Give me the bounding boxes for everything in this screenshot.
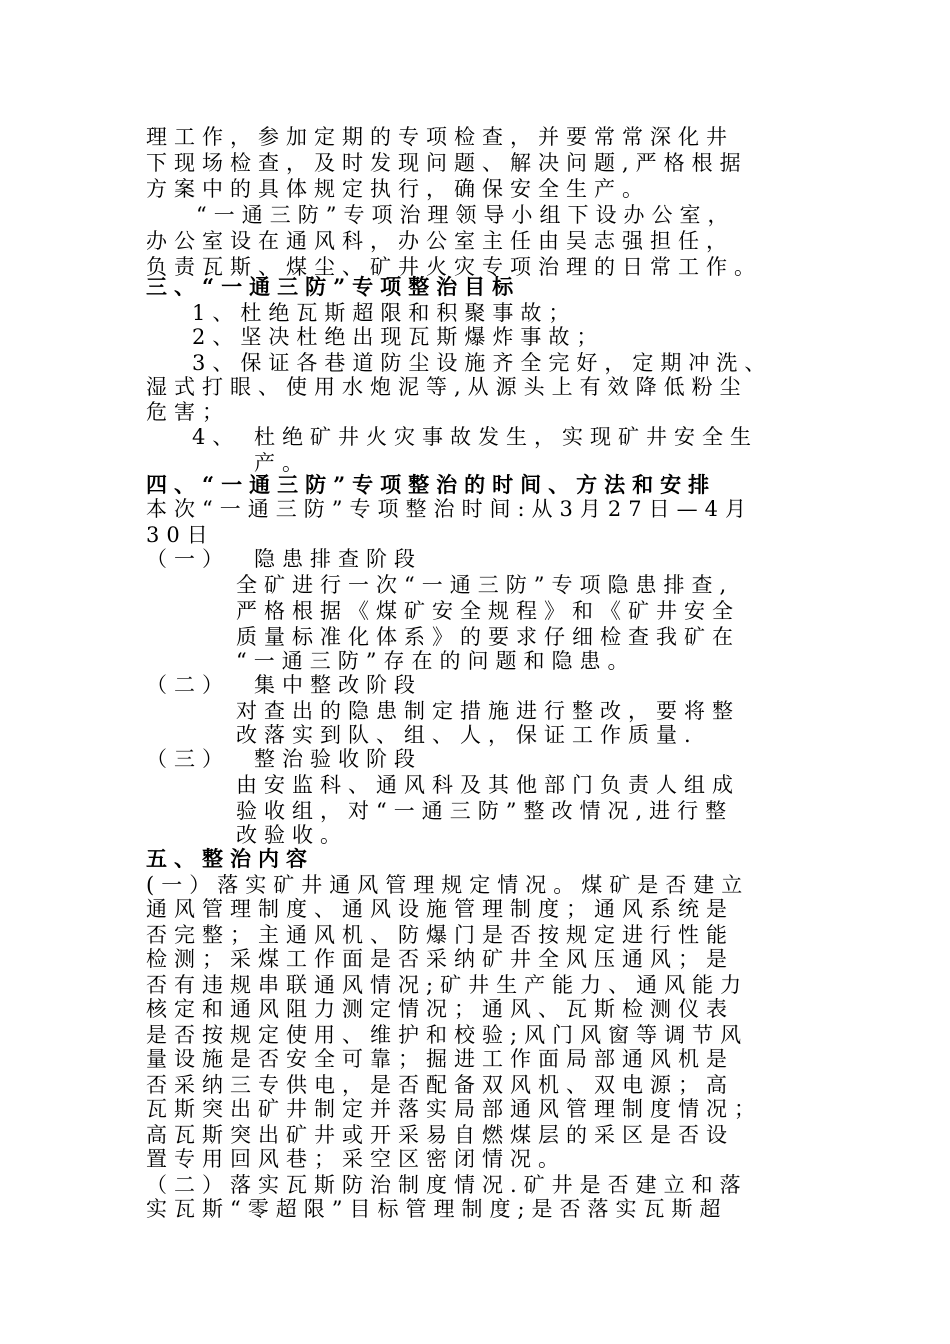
body-text-line: 办公室设在通风科，办公室主任由吴志强担任， [146,229,734,253]
section-heading: 五、整治内容 [146,846,314,871]
subsection-heading: 集中整改阶段 [254,673,422,697]
body-text-line: 瓦斯突出矿井制定并落实局部通风管理制度情况； [146,1097,762,1121]
subsection-number: （一） [146,547,230,571]
body-text-line: 改落实到队、组、人，保证工作质量. [236,723,698,747]
section-heading: 三、“一通三防”专项整治目标 [146,274,521,299]
body-text-line: 核定和通风阻力测定情况；通风、瓦斯检测仪表 [146,997,734,1021]
body-text-line: （二）落实瓦斯防治制度情况.矿井是否建立和落 [146,1173,748,1197]
subsection-number: （二） [146,673,230,697]
body-text-line: 严格根据《煤矿安全规程》和《矿井安全 [236,599,740,623]
body-text-line: 负责瓦斯、煤尘、矿井火灾专项治理的日常工作。 [146,255,762,279]
body-text-line: 本次“一通三防”专项整治时间:从3月27日—4月 [146,497,753,521]
body-text-line: 方案中的具体规定执行，确保安全生产。 [146,177,650,201]
body-text-line: 危害； [146,400,230,424]
list-item: 3、保证各巷道防尘设施齐全完好，定期冲洗、 [192,351,773,375]
subsection-number: （三） [146,747,230,771]
subsection-heading: 整治验收阶段 [254,747,422,771]
section-heading: 四、“一通三防”专项整治的时间、方法和安排 [146,472,717,497]
list-item: 杜绝矿井火灾事故发生，实现矿井安全生 [254,425,758,449]
body-text-line: 否有违规串联通风情况;矿井生产能力、通风能力 [146,973,749,997]
body-text-line: 质量标准化体系》的要求仔细检查我矿在 [236,625,740,649]
body-text-line: 是否按规定使用、维护和校验;风门风窗等调节风 [146,1023,749,1047]
body-text-line: 高瓦斯突出矿井或开采易自燃煤层的采区是否设 [146,1123,734,1147]
body-text-line: 实瓦斯“零超限”目标管理制度;是否落实瓦斯超 [146,1197,728,1221]
body-text-line: 检测；采煤工作面是否采纳矿井全风压通风；是 [146,947,734,971]
body-text-line: 改验收。 [236,823,348,847]
body-text-line: 否完整；主通风机、防爆门是否按规定进行性能 [146,923,734,947]
body-text-line: 30日 [146,523,215,547]
body-text-line: “一通三防”专项治理领导小组下设办公室， [196,203,736,227]
subsection-heading: 隐患排查阶段 [254,547,422,571]
list-item: 产。 [254,451,310,475]
list-item: 2、坚决杜绝出现瓦斯爆炸事故； [192,325,605,349]
body-text-line: 下现场检查，及时发现问题、解决问题,严格根据 [146,151,748,175]
body-text-line: 验收组，对“一通三防”整改情况,进行整 [236,799,734,823]
body-text-line: 全矿进行一次“一通三防”专项隐患排查, [236,573,734,597]
body-text-line: 置专用回风巷；采空区密闭情况。 [146,1147,566,1171]
body-text-line: 量设施是否安全可靠；掘进工作面局部通风机是 [146,1047,734,1071]
body-text-line: (一）落实矿井通风管理规定情况。煤矿是否建立 [146,873,750,897]
list-item: 1、杜绝瓦斯超限和积聚事故； [192,301,577,325]
body-text-line: 湿式打眼、使用水炮泥等,从源头上有效降低粉尘 [146,375,748,399]
body-text-line: 理工作，参加定期的专项检查，并要常常深化井 [146,125,734,149]
body-text-line: 对查出的隐患制定措施进行整改，要将整 [236,699,740,723]
body-text-line: 由安监科、通风科及其他部门负责人组成 [236,773,740,797]
body-text-line: 否采纳三专供电，是否配备双风机、双电源；高 [146,1073,734,1097]
list-item-number: 4、 [192,425,241,449]
body-text-line: “一通三防”存在的问题和隐患。 [236,649,636,673]
body-text-line: 通风管理制度、通风设施管理制度；通风系统是 [146,897,734,921]
